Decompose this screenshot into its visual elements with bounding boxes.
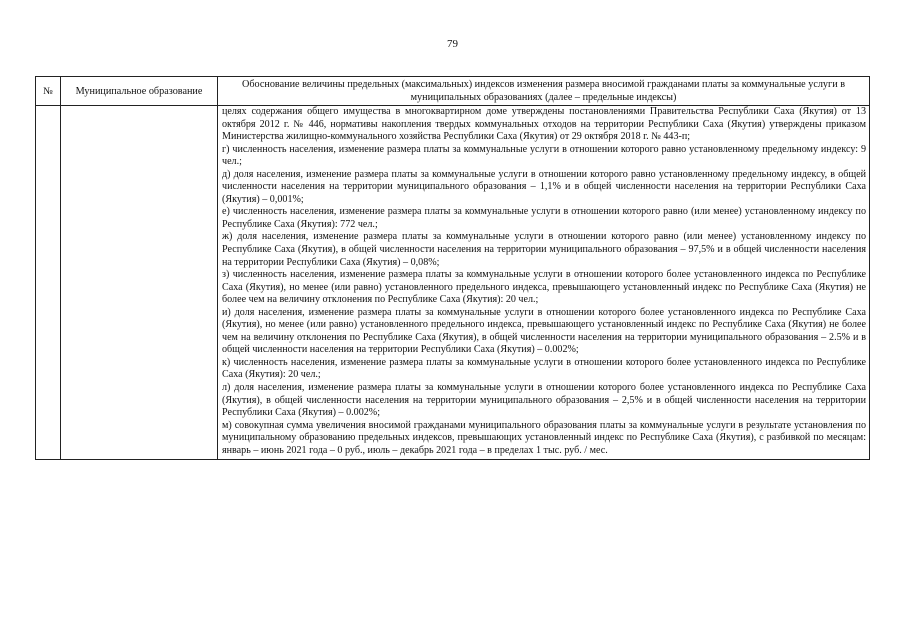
paragraph-g: г) численность населения, изменение размера платы за коммунальные услуги в отношении которого равно установленному предельному индексу: 9 чел.; (222, 143, 866, 168)
indices-table (35, 76, 870, 460)
paragraph-i: и) доля населения, изменение размера платы за коммунальные услуги в отношении которого более установленного индекса по Республике Саха (Якутия), но менее (или равно) установленного предельного индекса, превышающего установленный индекс по Республике Саха (Якутия) не более чем на величину отклонения по Республике Саха (Якутия), в общей численности населения на территории муниципального образования – 2.5% и в общей численности населения на территории Республики Саха (Якутия) – 0.002%; (222, 306, 866, 356)
table-row (36, 106, 870, 460)
page-number: 79 (447, 38, 458, 50)
header-number: № (36, 77, 61, 106)
paragraph-z: з) численность населения, изменение размера платы за коммунальные услуги в отношении которого более установленного индекса по Республике Саха (Якутия), но менее (или равно) установленного предельного индекса, превышающего установленный индекс по Республике Саха (Якутия) не более чем на величину отклонения по Республике Саха (Якутия): 20 чел.; (222, 269, 866, 306)
paragraph-l: л) доля населения, изменение размера платы за коммунальные услуги в отношении которого более установленного индекса по Республике Саха (Якутия), в общей численности населения на территории муниципального образования – 2,5% и в общей численности населения на территории Республики Саха (Якутия) – 0.002%; (222, 382, 866, 419)
paragraph-zh: ж) доля населения, изменение размера платы за коммунальные услуги в отношении которого равно (или менее) установленному индексу по Республике Саха (Якутия), в общей численности населения на территории муниципального образования – 97,5% и в общей численности населения на территории Республики Саха (Якутия) – 0,08%; (222, 231, 866, 268)
paragraph-e: е) численность населения, изменение размера платы за коммунальные услуги в отношении которого равно (или менее) установленному индексу по Республике Саха (Якутия): 772 чел.; (222, 206, 866, 230)
paragraph-k: к) численность населения, изменение размера платы за коммунальные услуги в отношении которого более установленного индекса по Республике Саха (Якутия): 20 чел.; (222, 356, 866, 381)
header-justification: Обоснование величины предельных (максимальных) индексов изменения размера вносимой гражданами платы за коммунальные услуги в муниципальных образованиях (далее – предельные индексы) (218, 77, 870, 106)
row-number-cell (36, 106, 61, 460)
row-justification-cell (218, 106, 870, 460)
paragraph-d: д) доля населения, изменение размера платы за коммунальные услуги в отношении которого равно установленному предельному индексу, в общей численности населения на территории муниципального образования – 1,1% и в общей численности населения на территории Республики Саха (Якутия) – 0,001%; (222, 168, 866, 205)
table-header-row (36, 77, 870, 106)
row-municipality-cell (61, 106, 218, 460)
paragraph-m: м) совокупная сумма увеличения вносимой гражданами муниципального образования платы за коммунальные услуги в результате установления по муниципальному образованию предельных индексов, превышающих установленный индекс по Республике Саха (Якутия), с разбивкой по месяцам: январь – июнь 2021 года – 0 руб., июль – декабрь 2021 года – в пределах 1 тыс. руб. / мес. (222, 419, 866, 456)
header-municipality: Муниципальное образование (61, 77, 218, 106)
paragraph-intro: целях содержания общего имущества в многоквартирном доме утверждены постановлениями Правительства Республики Саха (Якутия) от 13 октября 2012 г. № 446, нормативы накопления твердых коммунальных отходов на территории Республики Саха (Якутия) утверждены приказом Министерства жилищно-коммунального хозяйства Республики Саха (Якутия) от 29 октября 2018 г. № 443-п; (222, 106, 866, 143)
